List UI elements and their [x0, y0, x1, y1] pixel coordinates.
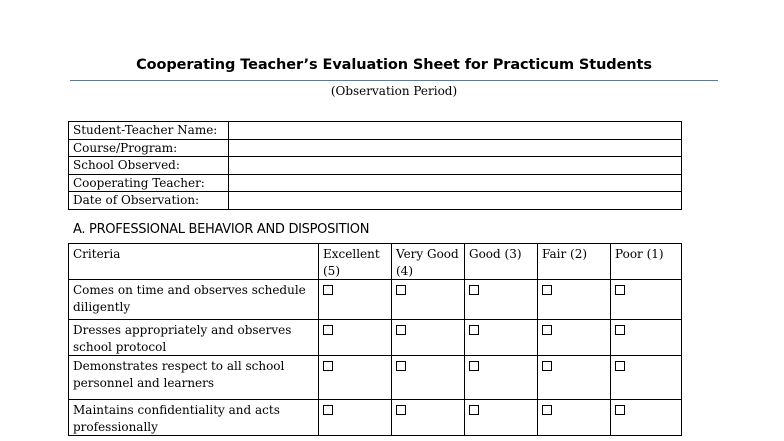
checkbox-icon[interactable] [323, 325, 333, 335]
info-row [69, 157, 682, 175]
checkbox-icon[interactable] [396, 285, 406, 295]
info-value-field[interactable] [229, 157, 682, 175]
checkbox-icon[interactable] [469, 285, 479, 295]
info-value-field[interactable] [229, 192, 682, 210]
checkbox-icon[interactable] [542, 361, 552, 371]
checkbox-icon[interactable] [469, 405, 479, 415]
criterion-text: Dresses appropriately and observes school protocol [69, 320, 319, 356]
header-excellent: Excellent (5) [319, 244, 392, 280]
info-row [69, 192, 682, 210]
section-a-heading: A. PROFESSIONAL BEHAVIOR AND DISPOSITION [73, 222, 370, 237]
info-row [69, 122, 682, 140]
criterion-text: Comes on time and observes schedule diligently [69, 280, 319, 320]
checkbox-icon[interactable] [396, 361, 406, 371]
criteria-row [69, 356, 682, 400]
checkbox-icon[interactable] [469, 325, 479, 335]
info-row [69, 139, 682, 157]
checkbox-icon[interactable] [469, 361, 479, 371]
info-label: Cooperating Teacher: [69, 174, 229, 192]
checkbox-icon[interactable] [615, 361, 625, 371]
criterion-text: Demonstrates respect to all school personnel and learners [69, 356, 319, 400]
header-good: Good (3) [465, 244, 538, 280]
criterion-text: Maintains confidentiality and acts professionally [69, 400, 319, 436]
document-title: Cooperating Teacher’s Evaluation Sheet for Practicum Students [136, 57, 652, 73]
checkbox-icon[interactable] [542, 325, 552, 335]
info-label: Course/Program: [69, 139, 229, 157]
info-value-field[interactable] [229, 174, 682, 192]
checkbox-icon[interactable] [615, 405, 625, 415]
title-underline [70, 80, 718, 81]
criteria-header-row [69, 244, 682, 280]
info-value-field[interactable] [229, 122, 682, 140]
header-fair: Fair (2) [538, 244, 611, 280]
criteria-row [69, 320, 682, 356]
checkbox-icon[interactable] [323, 361, 333, 371]
checkbox-icon[interactable] [323, 285, 333, 295]
header-poor: Poor (1) [611, 244, 682, 280]
criteria-row [69, 400, 682, 436]
info-row [69, 174, 682, 192]
document-subtitle: (Observation Period) [330, 84, 458, 98]
checkbox-icon[interactable] [542, 405, 552, 415]
info-label: Date of Observation: [69, 192, 229, 210]
criteria-table [68, 243, 682, 436]
info-label: School Observed: [69, 157, 229, 175]
header-criteria: Criteria [69, 244, 319, 280]
criteria-row [69, 280, 682, 320]
student-info-table [68, 121, 682, 210]
info-value-field[interactable] [229, 139, 682, 157]
checkbox-icon[interactable] [542, 285, 552, 295]
checkbox-icon[interactable] [396, 325, 406, 335]
checkbox-icon[interactable] [615, 325, 625, 335]
checkbox-icon[interactable] [323, 405, 333, 415]
info-label: Student-Teacher Name: [69, 122, 229, 140]
header-very-good: Very Good (4) [392, 244, 465, 280]
checkbox-icon[interactable] [615, 285, 625, 295]
checkbox-icon[interactable] [396, 405, 406, 415]
